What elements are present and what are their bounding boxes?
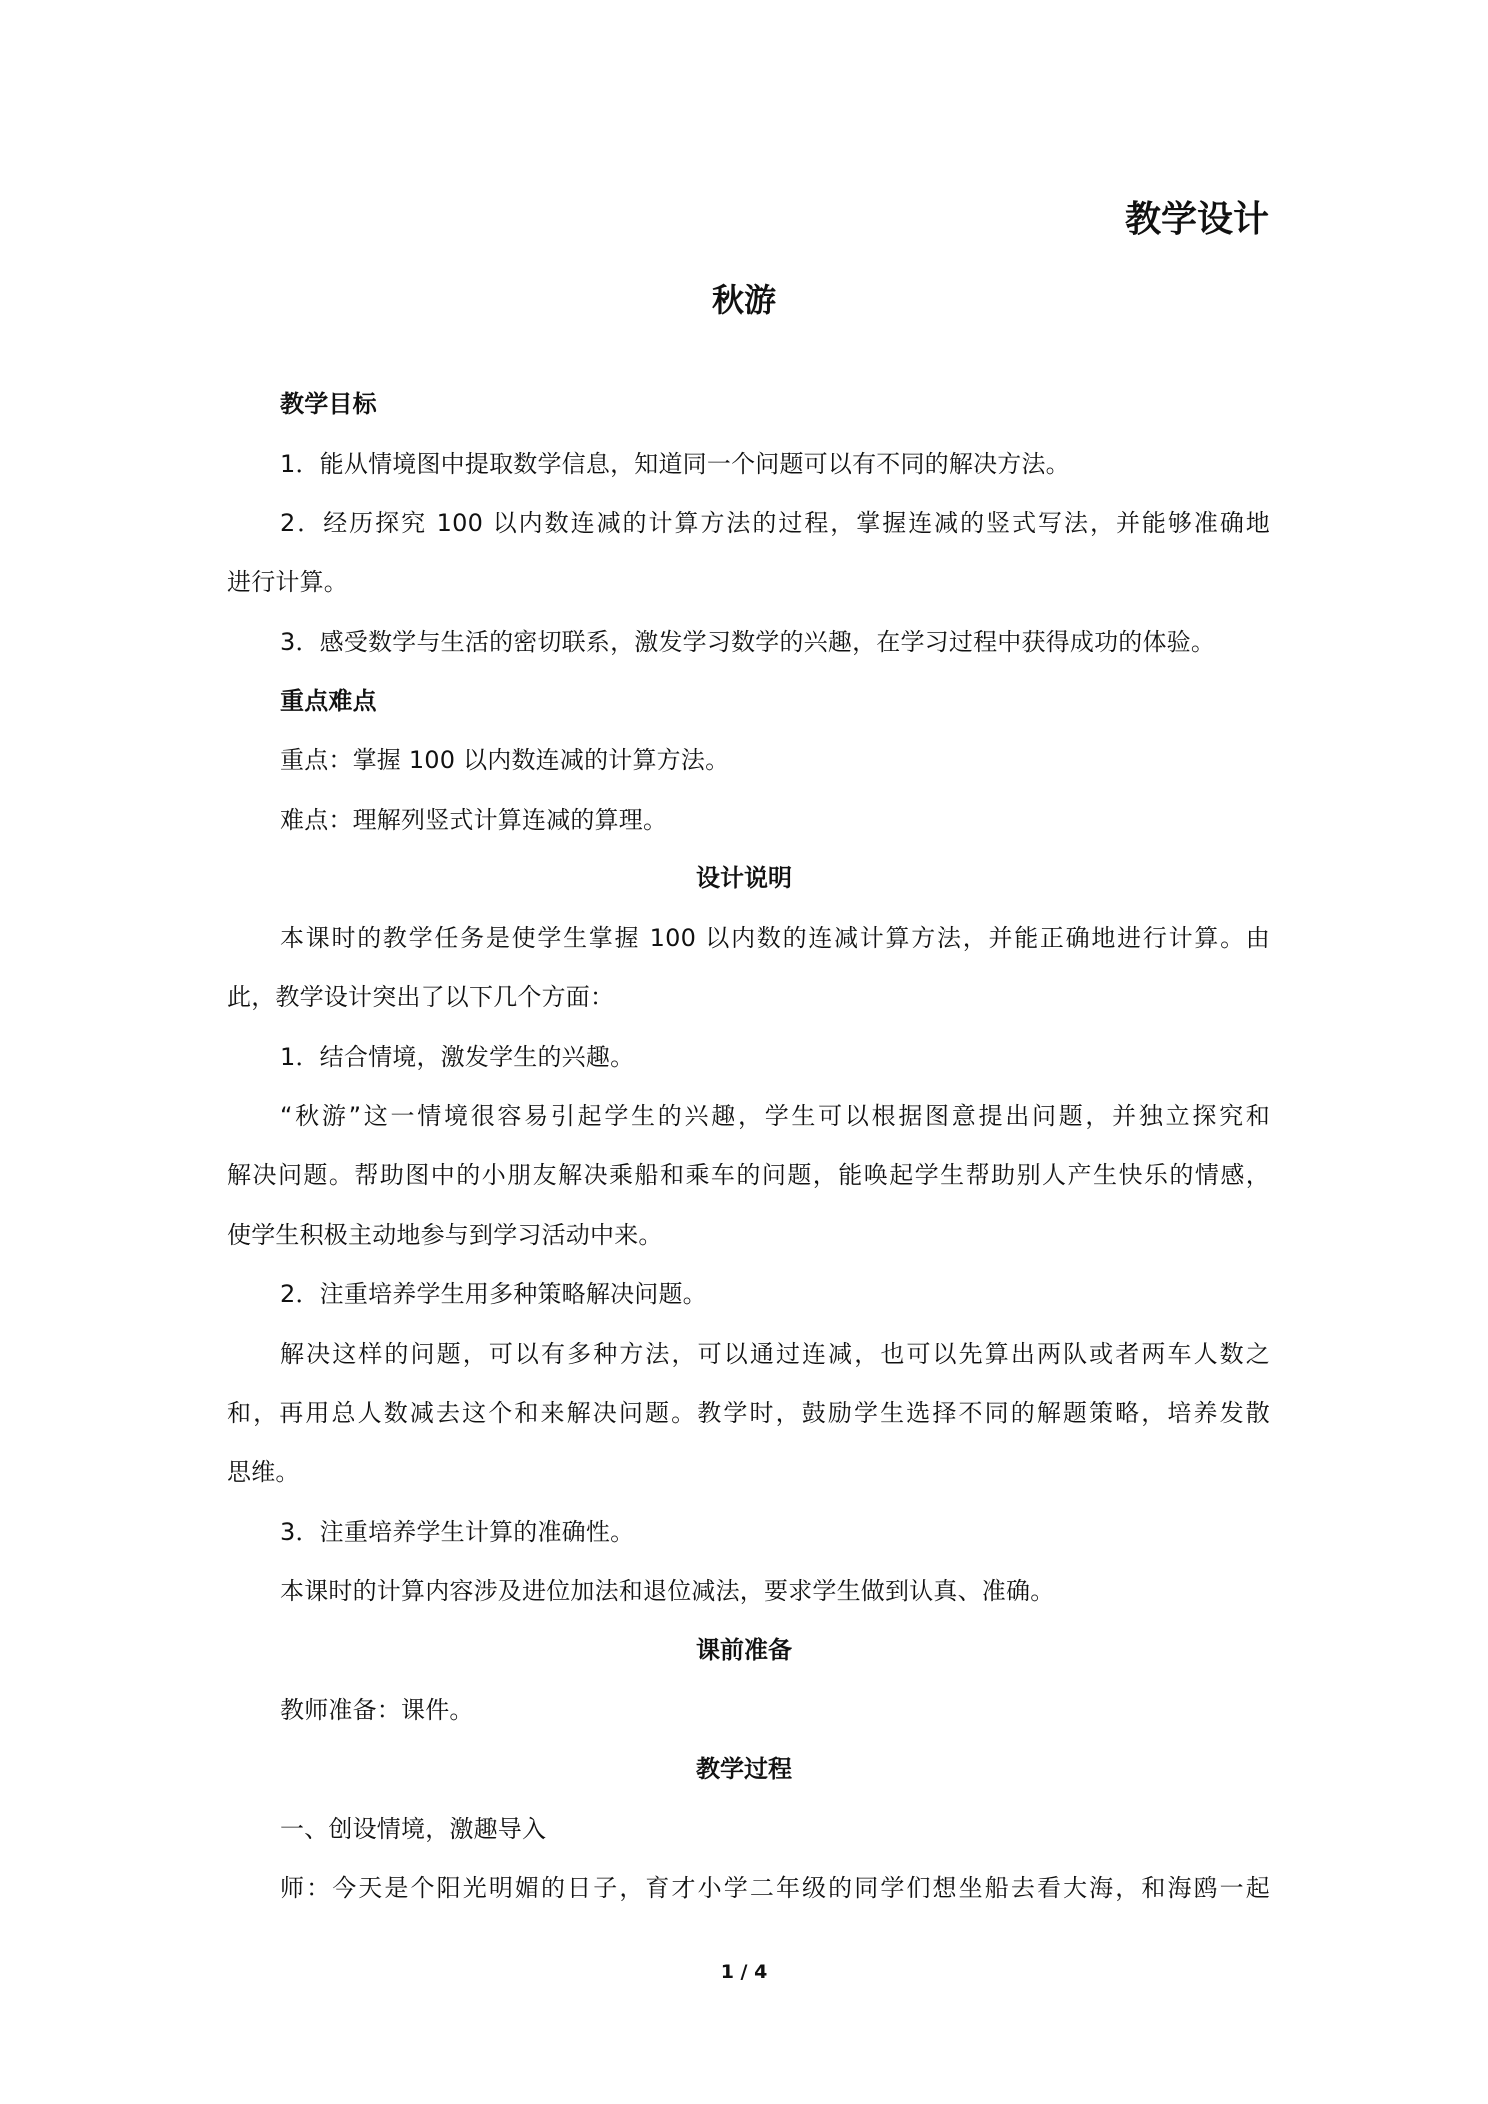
design-point-2: 2．注重培养学生用多种策略解决问题。 xyxy=(280,1280,707,1308)
process-heading: 教学过程 xyxy=(696,1755,792,1783)
key-points-heading: 重点难点 xyxy=(280,687,377,715)
preparation-heading: 课前准备 xyxy=(696,1636,792,1664)
design-point-1: 1．结合情境，激发学生的兴趣。 xyxy=(280,1043,635,1071)
design-point-2-text-line-2: 和，再用总人数减去这个和来解决问题。教学时，鼓励学生选择不同的解题策略，培养发散 xyxy=(227,1399,1270,1427)
key-focus: 重点：掌握 100 以内数连减的计算方法。 xyxy=(280,746,730,774)
header-title: 教学设计 xyxy=(1124,199,1269,240)
objective-item-2-line-2: 进行计算。 xyxy=(227,568,348,596)
design-point-2-text-line-3: 思维。 xyxy=(227,1458,300,1486)
design-intro-line-2: 此，教学设计突出了以下几个方面： xyxy=(227,983,615,1011)
design-point-3: 3．注重培养学生计算的准确性。 xyxy=(280,1518,635,1546)
objective-item-3: 3．感受数学与生活的密切联系，激发学习数学的兴趣，在学习过程中获得成功的体验。 xyxy=(280,628,1216,656)
design-point-1-text-line-2: 解决问题。帮助图中的小朋友解决乘船和乘车的问题，能唤起学生帮助别人产生快乐的情感， xyxy=(227,1161,1270,1189)
process-step-1-text: 师：今天是个阳光明媚的日子，育才小学二年级的同学们想坐船去看大海，和海鸥一起 xyxy=(280,1874,1270,1902)
design-notes-heading: 设计说明 xyxy=(696,864,792,892)
objectives-heading: 教学目标 xyxy=(280,390,377,418)
objective-item-1: 1．能从情境图中提取数学信息，知道同一个问题可以有不同的解决方法。 xyxy=(280,450,1070,478)
design-point-1-text-line-1: “秋游”这一情境很容易引起学生的兴趣，学生可以根据图意提出问题，并独立探究和 xyxy=(280,1102,1270,1130)
design-point-1-text-line-3: 使学生积极主动地参与到学习活动中来。 xyxy=(227,1221,663,1249)
design-point-3-text: 本课时的计算内容涉及进位加法和退位减法，要求学生做到认真、准确。 xyxy=(280,1577,1055,1605)
document-title: 秋游 xyxy=(711,281,776,319)
design-point-2-text-line-1: 解决这样的问题，可以有多种方法，可以通过连减，也可以先算出两队或者两车人数之 xyxy=(280,1340,1270,1368)
page-number: 1 / 4 xyxy=(720,1961,768,1983)
objective-item-2-line-1: 2．经历探究 100 以内数连减的计算方法的过程，掌握连减的竖式写法，并能够准确地 xyxy=(280,509,1270,537)
teacher-preparation: 教师准备：课件。 xyxy=(280,1696,474,1724)
process-step-1: 一、创设情境，激趣导入 xyxy=(280,1815,547,1843)
key-difficulty: 难点：理解列竖式计算连减的算理。 xyxy=(280,806,668,834)
design-intro-line-1: 本课时的教学任务是使学生掌握 100 以内数的连减计算方法，并能正确地进行计算。由 xyxy=(280,924,1270,952)
